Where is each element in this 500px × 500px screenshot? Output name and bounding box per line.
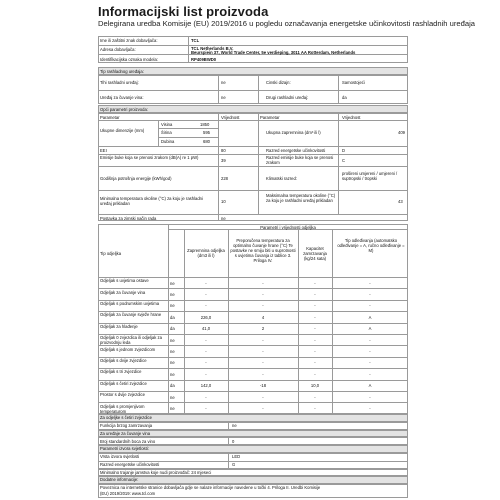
compartment-row-label: Odjeljak s tri zvjezdice <box>100 369 142 375</box>
compartment-cell-yn: da <box>170 326 175 332</box>
other-appliance-value: da <box>342 94 347 100</box>
noise-class-label: Razred emisije buke koja se prenosi zrakom <box>266 155 334 165</box>
footer-line-1: Poveznica na internetske stranice dobavljača gdje se nalaze informacije navedene u točki 4. Priloga II. Uredbi Komisije <box>100 485 321 490</box>
compartment-cell-f: - <box>314 348 316 354</box>
compartment-cell-f: - <box>314 337 316 343</box>
compartment-cell-f: - <box>314 371 316 377</box>
annual-consumption-label: Godišnja potrošnja energije (kWh/god) <box>100 176 172 181</box>
compartment-cell-d: - <box>369 371 371 377</box>
compartment-cell-yn: ne <box>170 371 175 377</box>
defrost-type-header: Tip odleđivanja (automatsko odleđivanje = A, ručno odleđivanje = M) <box>337 238 405 253</box>
product-fiche: Informacijski list proizvoda Delegirana uredba Komisije (EU) 2019/2016 u pogledu označavanja energetske učinkovitosti rashladnih uređaja Ime ili zaštitni znak dobavljača: TCL Adresa dobavljača: TCL Netherlands B.V. Beurspiein 37, World Trade Center, 5e verdieping, 3011 AA Rotterdam, Netherlands Identifikacijska oznaka modela: RP409BWD0 Tip rashladnog uređaja: Tihi rashladni uređaj: ne Cinski dizajn: Samostojeći Uređaj za čuvanje vina: ne Drugi rashladni uređaj: da Opći parametri proizvoda: Parametar Vrijednost Parametar Vrijednost Ukupne dimenzije (mm) Visina 1850 Širina 595 Dubina 680 Ukupna zapremnina (dm³ ili l) 409 EEI 80 Razred energetske učinkovitosti D Emisije buke koja se prenosi zrakom (dB(A) re 1 pW) 39 Razred emisije buke koja se prenosi zrakom C Godišnja potrošnja energije (kWh/god) 228 Klimatski razred: prošireni umjereni / umjereni / suptropski / tropski Minimalna temperatura okoline (°C) za koju je rashladni uređaj prikladan 10 Maksimalna temperatura okoline (°C) za koju je rashladni uređaj prikladan 43 Postavka za zimski način rada ne Parametri i vrijednosti odjeljka Tip odjeljka Zapremnina odjeljka (dm3 ili l) Preporučena temperatura za optimalno čuvanje hrane (°C) Te postavke ne smiju biti u suprotnosti s uvjetima čuvanja iz tablice 3. Priloga IV. Kapacitet zamrzavanja (kg/24 sata) Tip odleđivanja (automatsko odleđivanje = A, ručno odleđivanje = M) Odjeljak s uvjetima ostave ne - - - - Odjeljak za čuvanje vina ne - - - - Odjeljak s podrumskim uvjetima ne - - - - Odjeljak za čuvanje svježe hrane da 226,0 4 - A Odjeljak za hlađenje da 41,0 2 - A Odjeljak 0 zvjezdica ili odjeljak za proizvodnju leda ne - - - - Odjeljak s jednom zvjezdicom ne - - - - Odjeljak s dvije zvjezdice ne - - - - Odjeljak s tri zvjezdice ne - - - - Odjeljak s četiri zvjezdice da 142,0 -18 10,0 A Prostor s dvije zvjezdice ne - - - - Odjeljak s promjenjivom temperaturom ne - - - - Za odjeljke s četiri zvjezdice Funkcija brzog zamrzavanja ne Za uređaje za čuvanje vina Broj standardnih boca za vino 0 Parametri izvora svjetlosti: Vrsta izvora svjetlosti LED Razred energetske učinkovitosti G Minimalno trajanje jamstva koje nudi proizvođač: 24 mjeseci Dodatne informacije: Poveznica na internetske stranice dobavljača gdje se nalaze informacije navedene u točki 4. Priloga II. Uredbi Komisije (EU) 2019/2019: www.tcl.com <box>98 4 475 496</box>
height-label: Visina <box>161 121 173 127</box>
compartment-cell-d: - <box>369 360 371 366</box>
compartment-row-label: Odjeljak za čuvanje vina <box>100 289 146 295</box>
compartment-cell-v: 226,0 <box>200 314 212 320</box>
compartment-type-header: Tip odjeljka <box>100 251 122 256</box>
noise-emission-label: Emisije buke koja se prenosi zrakom (dB(A) re 1 pW) <box>100 155 199 160</box>
compartment-volume-header: Zapremnina odjeljka (dm3 ili l) <box>187 248 225 258</box>
compartment-cell-d: - <box>369 337 371 343</box>
design-type-label: Cinski dizajn: <box>266 80 291 85</box>
compartment-cell-t: - <box>262 360 264 366</box>
compartment-cell-f: - <box>314 280 316 286</box>
compartment-cell-yn: ne <box>170 337 175 343</box>
compartment-cell-t: - <box>262 371 264 377</box>
supplier-address-line-2: Beurspiein 37, World Trade Center, 5e verdieping, 3011 AA Rotterdam, Netherlands <box>191 49 356 55</box>
noise-class-value: C <box>342 158 346 163</box>
model-label: Identifikacijska oznaka modela: <box>100 56 158 62</box>
compartment-cell-f: - <box>314 405 316 411</box>
volume-value: 409 <box>398 130 405 135</box>
light-class-label: Razred energetske učinkovitosti <box>100 462 160 467</box>
additional-info-header <box>98 476 408 484</box>
compartment-row-label: Odjeljak za hlađenje <box>100 323 138 329</box>
compartment-cell-f: - <box>314 360 316 366</box>
compartment-row-label: Odjeljak s jednom zvjezdicom <box>100 346 156 352</box>
compartment-cell-v: - <box>205 371 207 377</box>
compartment-cell-t: - <box>262 280 264 286</box>
light-class-value: G <box>232 462 236 467</box>
compartment-row-label: Odjeljak s podrumskim uvjetima <box>100 301 160 306</box>
design-type-value: Samostojeći <box>342 80 365 85</box>
warranty-text: Minimalno trajanje jamstva koje nudi proizvođač: 24 mjeseci <box>100 469 212 475</box>
compartment-cell-t: - <box>262 394 264 400</box>
compartment-cell-t: 2 <box>261 326 265 332</box>
compartment-row-label: Odjeljak s promjenjivom temperaturom <box>100 403 145 414</box>
compartment-cell-v: - <box>205 337 207 343</box>
compartment-cell-d: - <box>369 303 371 309</box>
compartment-cell-v: 41,0 <box>201 326 211 332</box>
light-type-value: LED <box>232 454 241 459</box>
compartment-cell-yn: da <box>170 314 175 320</box>
compartment-cell-d: A <box>368 314 372 320</box>
compartment-cell-f: 10,0 <box>310 383 320 389</box>
compartment-row-label: Odjeljak s uvjetima ostave <box>100 278 149 284</box>
compartment-cell-v: - <box>205 291 207 297</box>
height-value: 1850 <box>200 121 210 127</box>
volume-label: Ukupna zapremnina (dm³ ili l) <box>266 130 321 135</box>
winter-setting-value: ne <box>221 215 226 221</box>
dimensions-label: Ukupne dimenzije (mm) <box>100 128 145 133</box>
recommended-temp-header: Preporučena temperatura za optimalno čuvanje hrane (°C) Te postavke ne smiju biti u suprotnosti s uvjetima čuvanja iz tablice 3. Priloga IV. <box>230 238 296 263</box>
supplier-name-value: TCL <box>191 38 200 43</box>
annual-consumption-value: 228 <box>221 176 228 181</box>
compartment-cell-v: - <box>205 360 207 366</box>
compartment-cell-yn: ne <box>170 303 175 309</box>
compartment-cell-t: - <box>262 303 264 309</box>
col-value-2: Vrijednost <box>342 114 361 120</box>
supplier-name-label: Ime ili zaštitni znak dobavljača: <box>100 38 158 43</box>
low-noise-value: ne <box>221 80 226 85</box>
compartment-cell-t: - <box>262 337 264 343</box>
max-ambient-temp-value: 43 <box>398 199 403 204</box>
compartment-row-label: Odjeljak s dvije zvjezdice <box>100 358 147 363</box>
compartment-row-label: Odjeljak s četiri zvjezdice <box>100 380 147 386</box>
depth-value: 680 <box>203 138 210 144</box>
winter-setting-label: Postavka za zimski način rada <box>100 215 157 221</box>
appliance-type-header <box>98 67 408 75</box>
compartment-cell-d: A <box>368 383 372 389</box>
compartment-cell-d: - <box>369 291 371 297</box>
compartment-cell-f: - <box>314 303 316 309</box>
noise-emission-value: 39 <box>221 158 226 163</box>
supplier-address-label: Adresa dobavljača: <box>100 47 136 52</box>
compartment-cell-t: - <box>262 405 264 411</box>
compartment-cell-t: 4 <box>261 314 265 320</box>
compartment-cell-t: - <box>262 291 264 297</box>
climate-class-label: Klimatski razred: <box>266 176 297 181</box>
wine-storage-value: ne <box>221 94 226 100</box>
freezing-capacity-header: Kapacitet zamrzavanja (kg/24 sata) <box>303 246 327 261</box>
compartment-cell-f: - <box>314 394 316 400</box>
compartment-cell-d: A <box>368 326 372 332</box>
compartment-cell-v: - <box>205 303 207 309</box>
compartment-cell-t: -18 <box>259 383 267 389</box>
wine-bottles-value: 0 <box>232 438 235 444</box>
light-type-label: Vrsta izvora svjetlosti <box>100 454 140 459</box>
compartment-row-label: Odjeljak za čuvanje svježe hrane <box>100 312 162 318</box>
compartment-cell-d: - <box>369 348 371 354</box>
compartment-row-label: Prostor s dvije zvjezdice <box>100 392 145 398</box>
supplier-address-line-1: TCL Netherlands B.V. <box>191 45 234 51</box>
width-value: 595 <box>203 130 210 135</box>
climate-class-value: prošireni umjereni / umjereni / suptropski / tropski <box>342 171 398 181</box>
wine-storage-label: Uređaj za čuvanje vina: <box>100 94 144 100</box>
fast-freeze-value: ne <box>232 423 237 428</box>
min-ambient-temp-label: Minimalna temperatura okoline (°C) za koju je rashladni uređaj prikladan <box>100 196 203 206</box>
min-ambient-temp-value: 10 <box>221 199 226 204</box>
low-noise-label: Tihi rashladni uređaj: <box>100 80 139 85</box>
compartment-cell-yn: ne <box>170 291 175 297</box>
page-title: Informacijski list proizvoda <box>98 4 269 19</box>
page-subtitle: Delegirana uredba Komisije (EU) 2019/2016 u pogledu označavanja energetske učinkovitosti rashladnih uređaja <box>98 19 475 28</box>
footer-line-2: (EU) 2019/2019: www.tcl.com <box>100 490 156 496</box>
compartment-cell-f: - <box>314 326 316 332</box>
compartment-cell-yn: ne <box>170 405 175 411</box>
energy-class-label: Razred energetske učinkovitosti <box>266 148 326 153</box>
compartment-cell-f: - <box>314 314 316 320</box>
wine-bottles-label: Broj standardnih boca za vino <box>100 438 156 444</box>
compartment-cell-v: - <box>205 348 207 354</box>
compartment-cell-yn: da <box>170 383 175 389</box>
compartment-cell-v: - <box>205 405 207 411</box>
other-appliance-label: Drugi rashladni uređaj: <box>266 94 309 100</box>
compartment-cell-d: - <box>369 405 371 411</box>
compartment-row-label: Odjeljak 0 zvjezdica ili odjeljak za proizvodnju leda <box>100 335 162 346</box>
compartment-cell-v: - <box>205 280 207 286</box>
eei-value: 80 <box>221 148 226 153</box>
compartment-cell-yn: ne <box>170 280 175 286</box>
width-label: Širina <box>161 130 172 135</box>
col-parameter-1: Parametar <box>100 114 120 120</box>
col-parameter-2: Parametar <box>260 114 280 120</box>
fast-freeze-label: Funkcija brzog zamrzavanja <box>100 423 153 428</box>
compartment-cell-v: 142,0 <box>200 383 212 389</box>
col-value-1: Vrijednost <box>221 114 240 120</box>
max-ambient-temp-label: Maksimalna temperatura okoline (°C) za koju je rashladni uređaj prikladan <box>266 193 336 203</box>
compartment-cell-f: - <box>314 291 316 297</box>
compartment-cell-d: - <box>369 394 371 400</box>
depth-label: Dubina <box>161 138 175 144</box>
eei-label: EEI <box>100 148 107 153</box>
compartment-cell-v: - <box>205 394 207 400</box>
model-value: RP409BWD0 <box>191 56 217 62</box>
compartment-cell-d: - <box>369 280 371 286</box>
energy-class-value: D <box>342 148 346 153</box>
compartment-cell-yn: ne <box>170 348 175 354</box>
compartment-cell-yn: ne <box>170 360 175 366</box>
compartment-cell-t: - <box>262 348 264 354</box>
compartment-cell-yn: ne <box>170 394 175 400</box>
compartment-params-header: Parametri i vrijednosti odjeljka <box>260 224 316 230</box>
